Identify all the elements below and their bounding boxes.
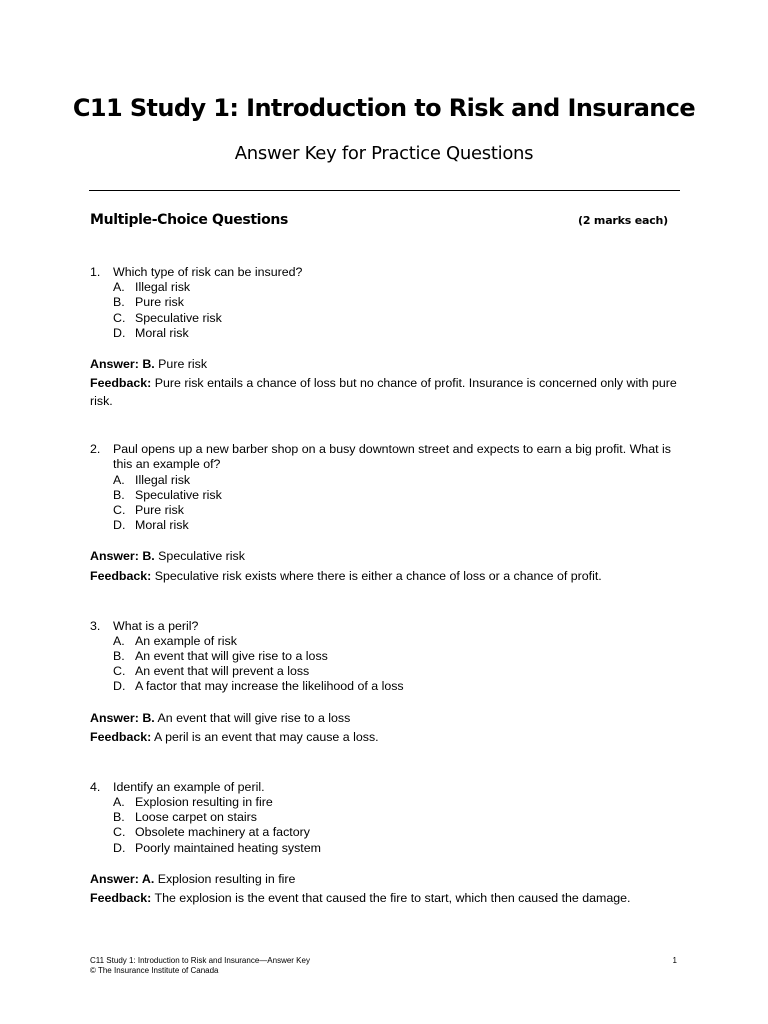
feedback-label: Feedback:: [90, 376, 152, 391]
option-c: [113, 311, 690, 326]
option-letter: B.: [113, 649, 125, 664]
footer-document-name: C11 Study 1: Introduction to Risk and Insurance—Answer Key: [90, 956, 310, 965]
feedback-line: [90, 567, 690, 585]
option-text: Explosion resulting in fire: [135, 795, 273, 810]
answer-block: [90, 711, 690, 746]
footer-copyright: © The Insurance Institute of Canada: [90, 966, 219, 975]
option-text: Illegal risk: [135, 280, 191, 295]
question-number: 1.: [90, 265, 101, 279]
option-letter: B.: [113, 295, 125, 310]
option-text: Moral risk: [135, 518, 189, 533]
option-c: [113, 825, 690, 840]
option-letter: A.: [113, 633, 125, 648]
option-list: [113, 795, 690, 856]
feedback-line: [90, 374, 690, 410]
document-subtitle: Answer Key for Practice Questions: [234, 143, 534, 164]
option-list: [113, 473, 690, 534]
option-text: An event that will prevent a loss: [135, 664, 310, 679]
question-stem: [90, 619, 690, 634]
answer-label: Answer: A.: [90, 871, 155, 886]
option-d: [113, 679, 690, 694]
question-list: [90, 265, 690, 941]
question-2: [90, 442, 690, 584]
question-stem: [90, 265, 690, 280]
option-text: Pure risk: [135, 503, 184, 518]
question-number: 4.: [90, 779, 101, 794]
question-text: Identify an example of peril.: [113, 779, 265, 794]
answer-line: [90, 357, 690, 372]
option-c: [113, 664, 690, 679]
option-text: Loose carpet on stairs: [135, 810, 257, 825]
feedback-label: Feedback:: [90, 568, 152, 583]
option-c: [113, 503, 690, 518]
question-3: [90, 619, 690, 746]
marks-note: (2 marks each): [578, 214, 668, 227]
option-letter: A.: [113, 795, 125, 810]
feedback-text: Pure risk entails a chance of loss but no chance of profit. Insurance is concerned only with pure risk.: [90, 376, 677, 409]
option-text: Moral risk: [135, 325, 189, 340]
option-letter: A.: [113, 472, 125, 487]
answer-label: Answer: B.: [90, 710, 155, 725]
option-letter: A.: [113, 280, 125, 295]
option-d: [113, 326, 690, 341]
option-letter: D.: [113, 679, 126, 694]
option-a: [113, 634, 690, 649]
option-list: [113, 634, 690, 695]
option-a: [113, 795, 690, 810]
answer-text: Speculative risk: [154, 549, 245, 564]
answer-block: [90, 357, 690, 410]
option-a: [113, 473, 690, 488]
feedback-text: The explosion is the event that caused the fire to start, which then caused the damage.: [151, 891, 631, 906]
section-heading: Multiple-Choice Questions: [90, 212, 288, 228]
option-text: An event that will give rise to a loss: [135, 649, 328, 664]
page-number: 1: [672, 956, 677, 965]
title-divider: [89, 190, 680, 191]
option-text: Poorly maintained heating system: [135, 840, 321, 855]
option-b: [113, 295, 690, 310]
feedback-label: Feedback:: [90, 891, 152, 906]
question-text: What is a peril?: [113, 618, 199, 633]
option-text: An example of risk: [135, 633, 237, 648]
question-4: [90, 780, 690, 907]
feedback-text: Speculative risk exists where there is either a chance of loss or a chance of profit.: [151, 568, 602, 583]
answer-block: [90, 549, 690, 584]
option-text: Illegal risk: [135, 472, 191, 487]
option-text: Speculative risk: [135, 310, 222, 325]
question-stem: [90, 442, 690, 472]
option-text: Speculative risk: [135, 487, 222, 502]
option-letter: B.: [113, 810, 125, 825]
option-letter: D.: [113, 325, 126, 340]
option-text: Obsolete machinery at a factory: [135, 825, 310, 840]
question-number: 2.: [90, 442, 101, 457]
option-letter: D.: [113, 518, 126, 533]
question-1: [90, 265, 690, 410]
option-letter: B.: [113, 487, 125, 502]
option-list: [113, 280, 690, 341]
question-text: Paul opens up a new barber shop on a busy downtown street and expects to earn a big profit. What is this an example of?: [113, 442, 671, 472]
answer-label: Answer: B.: [90, 549, 155, 564]
answer-line: [90, 872, 690, 887]
option-d: [113, 518, 690, 533]
option-letter: C.: [113, 503, 126, 518]
answer-line: [90, 711, 690, 726]
question-number: 3.: [90, 618, 101, 633]
feedback-label: Feedback:: [90, 729, 152, 744]
feedback-line: [90, 728, 690, 746]
answer-label: Answer: B.: [90, 357, 155, 372]
feedback-text: A peril is an event that may cause a loss.: [151, 729, 379, 744]
answer-text: Pure risk: [154, 357, 208, 372]
option-a: [113, 280, 690, 295]
feedback-line: [90, 889, 690, 907]
option-text: Pure risk: [135, 295, 184, 310]
option-letter: C.: [113, 825, 126, 840]
page-footer: [90, 956, 680, 976]
option-letter: D.: [113, 840, 126, 855]
option-b: [113, 810, 690, 825]
answer-block: [90, 872, 690, 907]
option-b: [113, 649, 690, 664]
answer-text: Explosion resulting in fire: [154, 871, 296, 886]
question-text: Which type of risk can be insured?: [113, 265, 303, 279]
answer-text: An event that will give rise to a loss: [154, 710, 351, 725]
option-d: [113, 841, 690, 856]
question-stem: [90, 780, 690, 795]
option-text: A factor that may increase the likelihood of a loss: [135, 679, 404, 694]
option-letter: C.: [113, 310, 126, 325]
answer-line: [90, 549, 690, 564]
document-title: C11 Study 1: Introduction to Risk and Insurance: [72, 94, 696, 122]
option-b: [113, 488, 690, 503]
option-letter: C.: [113, 664, 126, 679]
